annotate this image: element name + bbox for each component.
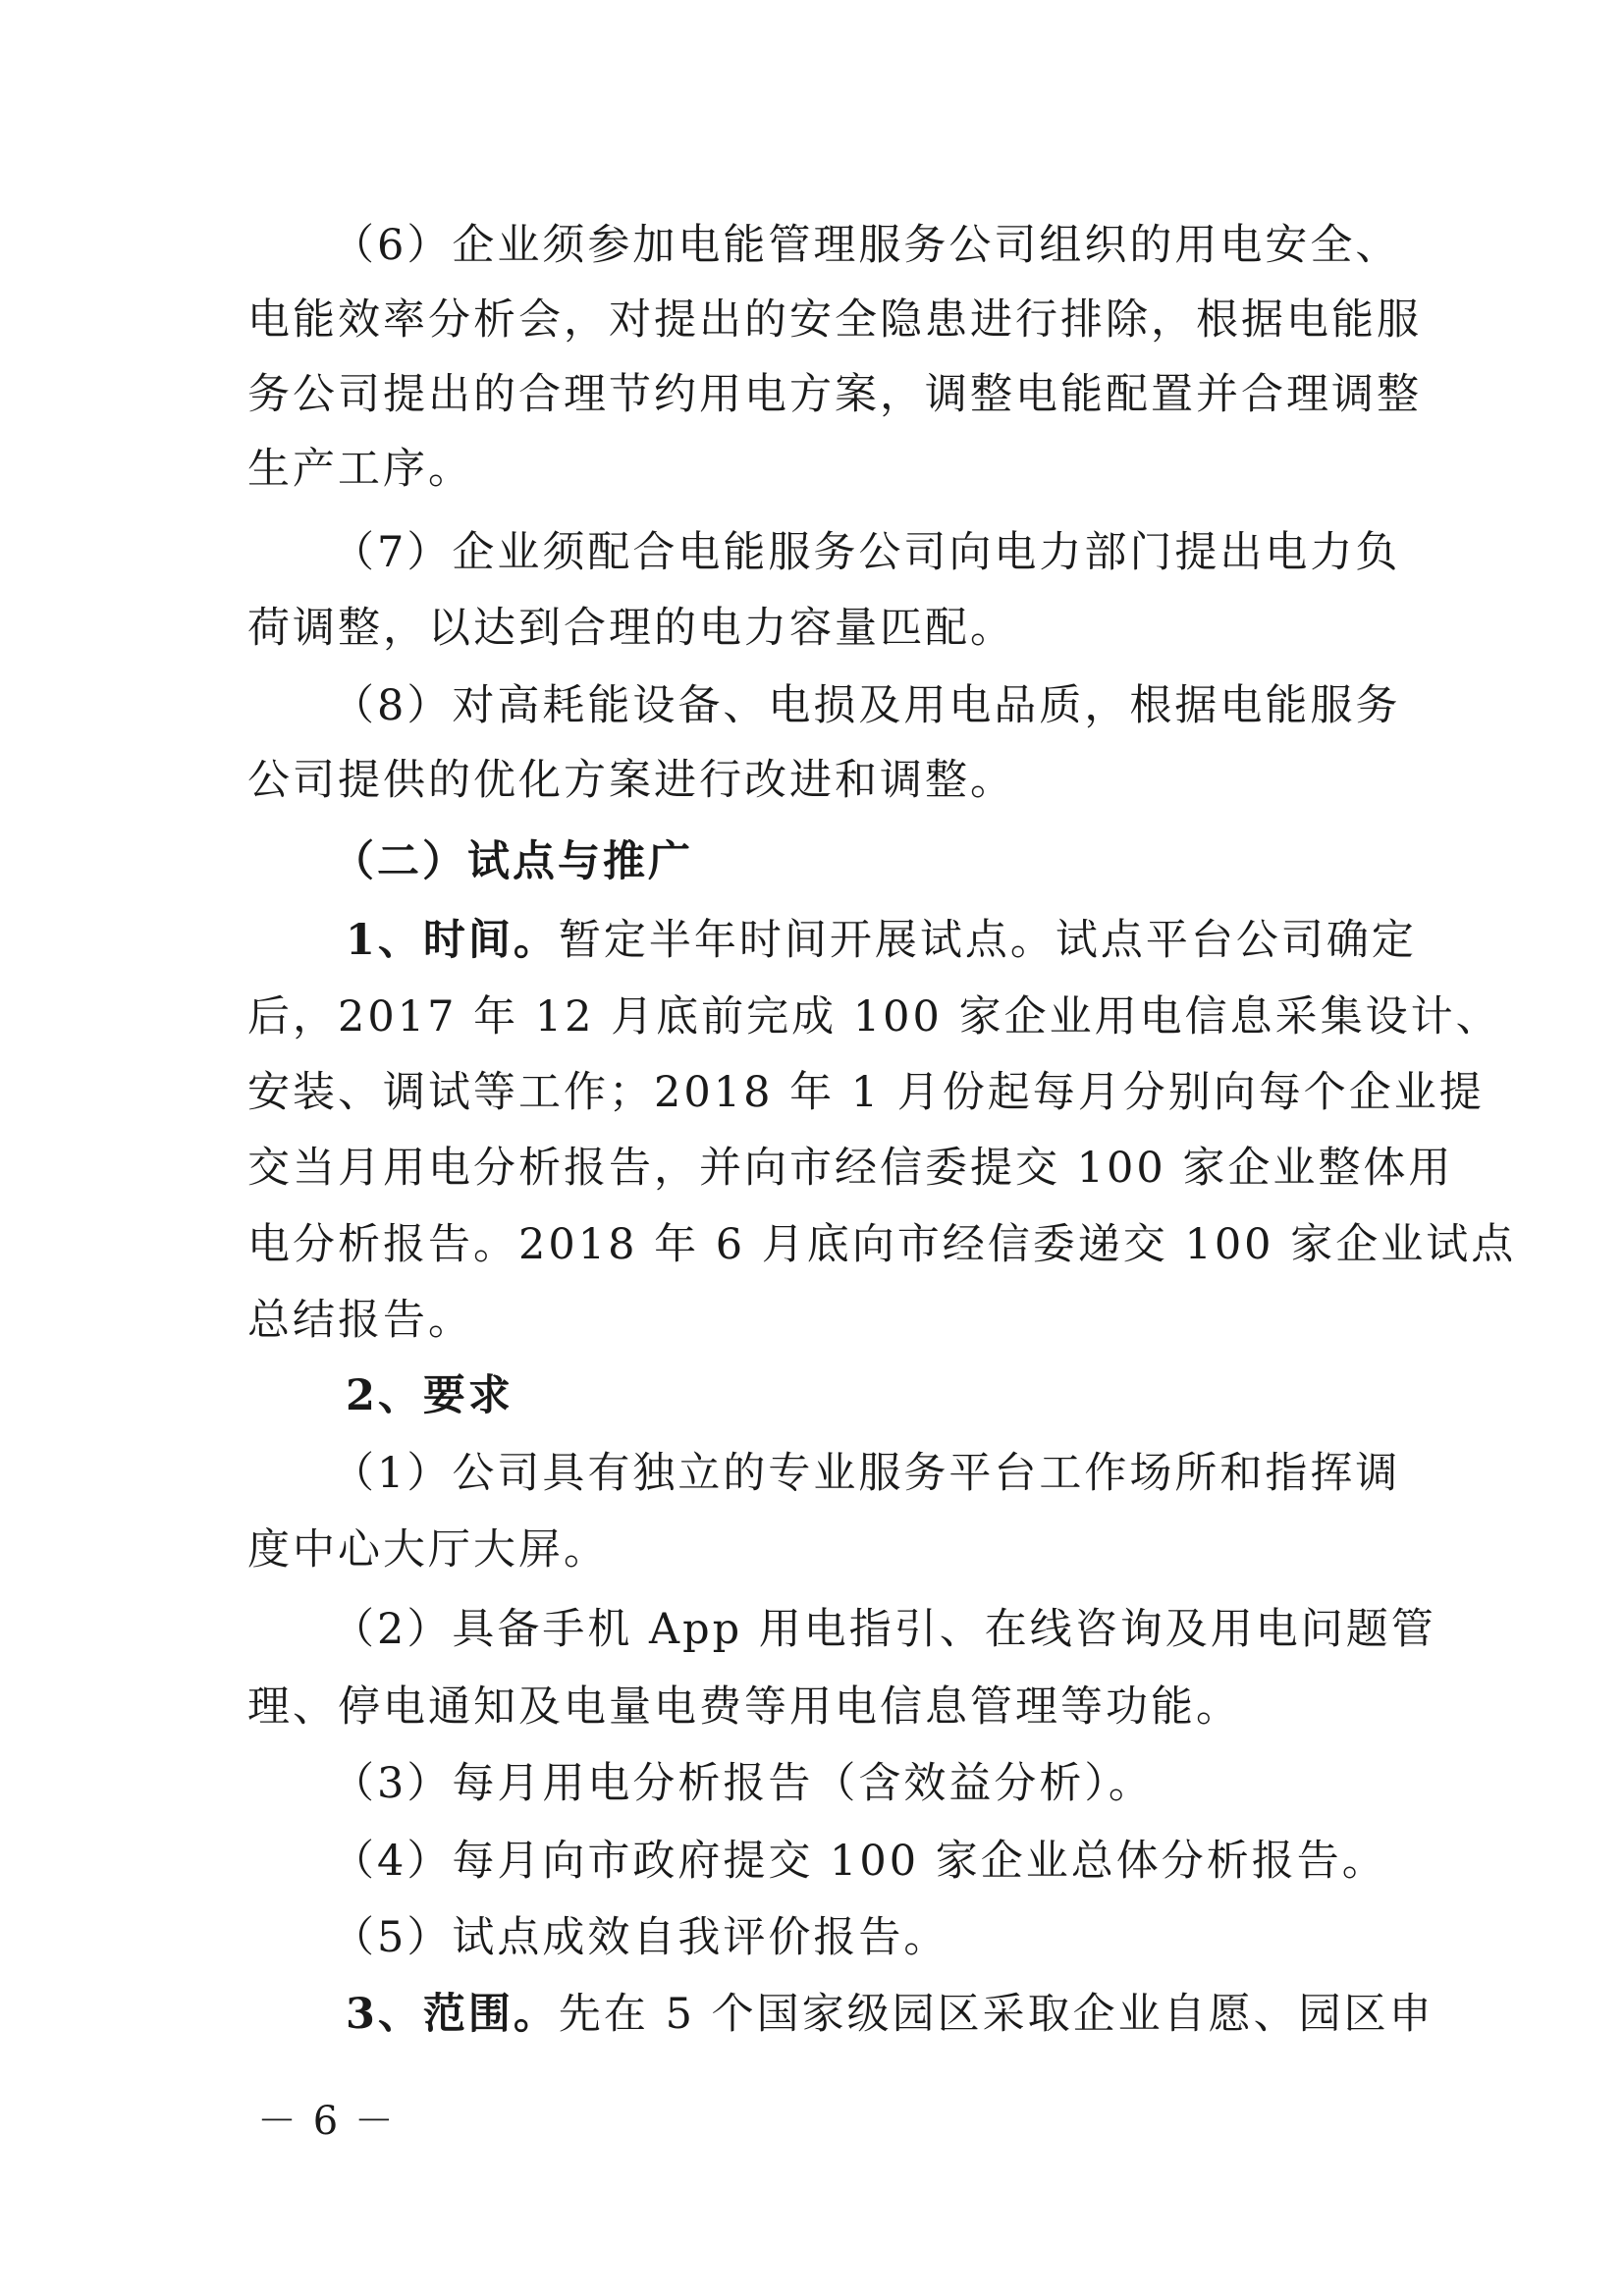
paragraph-line	[346, 1987, 1435, 2042]
paragraph-line: 荷调整，以达到合理的电力容量匹配。	[247, 604, 1015, 653]
paragraph-line: 生产工序。	[247, 445, 473, 494]
subsection-title: 2、要求	[346, 1371, 514, 1420]
paragraph-line: 理、停电通知及电量电费等用电信息管理等功能。	[247, 1682, 1241, 1732]
paragraph-line: 电能效率分析会，对提出的安全隐患进行排除，根据电能服	[247, 295, 1422, 345]
paragraph-line: （7）企业须配合电能服务公司向电力部门提出电力负	[332, 528, 1401, 577]
paragraph-line: （5）试点成效自我评价报告。	[332, 1913, 949, 1962]
page-number: － 6 －	[257, 2099, 396, 2144]
paragraph-line: 总结报告。	[247, 1296, 473, 1345]
paragraph-line: （3）每月用电分析报告（含效益分析）。	[332, 1759, 1154, 1808]
paragraph-line: 公司提供的优化方案进行改进和调整。	[247, 756, 1015, 805]
paragraph-line: 度中心大厅大屏。	[247, 1525, 609, 1575]
paragraph-line: 后，2017 年 12 月底前完成 100 家企业用电信息采集设计、	[247, 992, 1501, 1041]
paragraph-line: 务公司提出的合理节约用电方案，调整电能配置并合理调整	[247, 370, 1422, 419]
paragraph-text: 暂定半年时间开展试点。试点平台公司确定	[558, 916, 1417, 965]
paragraph-line	[346, 913, 1417, 968]
paragraph-line: （2）具备手机 App 用电指引、在线咨询及用电问题管	[332, 1605, 1436, 1654]
paragraph-line: （1）公司具有独立的专业服务平台工作场所和指挥调	[332, 1449, 1401, 1498]
paragraph-line: （6）企业须参加电能管理服务公司组织的用电安全、	[332, 221, 1401, 270]
paragraph-line: （8）对高耗能设备、电损及用电品质，根据电能服务	[332, 681, 1401, 730]
paragraph-line: 安装、调试等工作；2018 年 1 月份起每月分别向每个企业提	[247, 1068, 1485, 1117]
paragraph-line: （4）每月向市政府提交 100 家企业总体分析报告。	[332, 1837, 1387, 1886]
subsection-title: 3、范围。	[346, 1990, 559, 2039]
section-heading: （二）试点与推广	[332, 837, 693, 886]
paragraph-line: 电分析报告。2018 年 6 月底向市经信委递交 100 家企业试点	[247, 1220, 1517, 1269]
paragraph-line: 交当月用电分析报告，并向市经信委提交 100 家企业整体用	[247, 1144, 1454, 1193]
paragraph-text: 先在 5 个国家级园区采取企业自愿、园区申	[558, 1990, 1435, 2039]
subsection-title: 1、时间。	[346, 916, 559, 965]
